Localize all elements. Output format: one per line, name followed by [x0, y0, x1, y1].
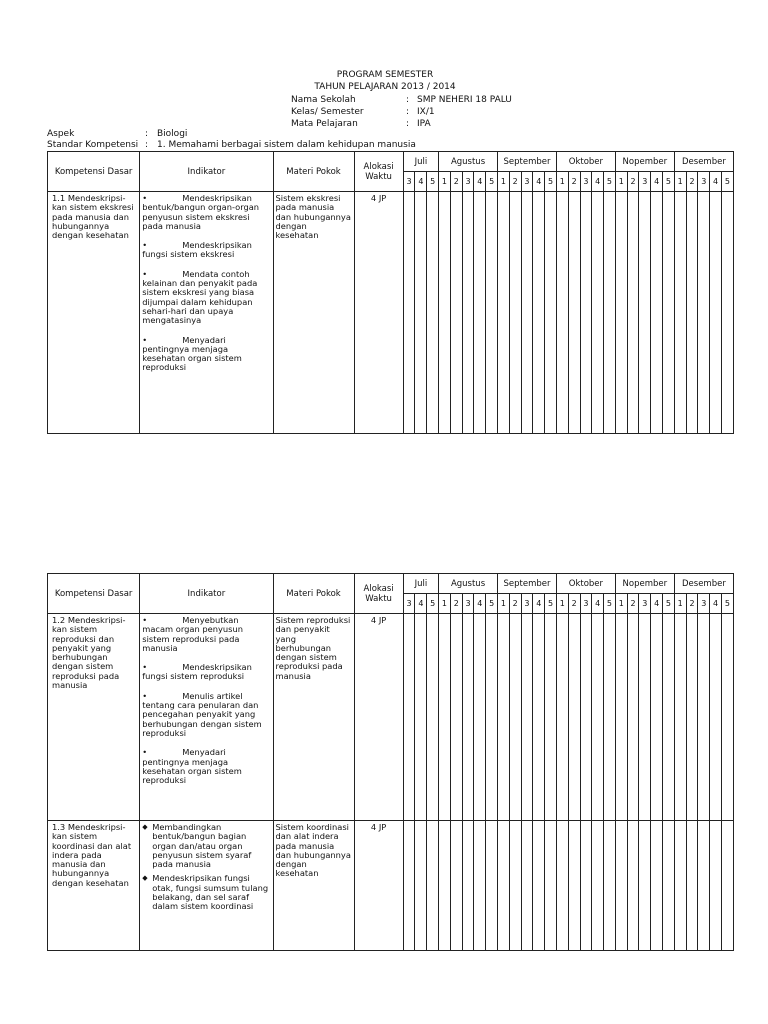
schedule-cell: [474, 192, 486, 434]
indikator-cell: [140, 614, 273, 821]
week-number: 4: [710, 172, 722, 192]
col-header-kompetensi: Kompetensi Dasar: [48, 574, 140, 614]
schedule-cell: [721, 614, 733, 821]
schedule-cell: [568, 614, 580, 821]
col-header-indikator: Indikator: [140, 574, 273, 614]
indikator-item: ◆ Membandingkan bentuk/bangun bagian organ dan/atau organ penyusun sistem syaraf pada manusia: [142, 822, 252, 870]
week-number: 4: [710, 594, 722, 614]
schedule-cell: [486, 192, 498, 434]
month-header: Desember: [674, 574, 733, 594]
week-number: 3: [403, 172, 415, 192]
week-number: 4: [651, 172, 663, 192]
schedule-cell: [403, 614, 415, 821]
schedule-cell: [486, 614, 498, 821]
week-number: 1: [615, 172, 627, 192]
schedule-cell: [580, 192, 592, 434]
schedule-cell: [721, 192, 733, 434]
materi-cell: Sistem ekskresi pada manusia dan hubungannya dengan kesehatan: [273, 192, 354, 434]
schedule-cell: [580, 614, 592, 821]
schedule-cell: [498, 614, 510, 821]
schedule-cell: [427, 821, 439, 951]
schedule-cell: [568, 192, 580, 434]
schedule-cell: [427, 192, 439, 434]
kd-text: 1.3 Mendeskripsi-kan sistem koordinasi dan alat indera pada manusia dan hubungannya dengan kesehatan: [52, 822, 132, 888]
schedule-cell: [545, 614, 557, 821]
field-value-class: IX/1: [417, 107, 435, 117]
bullet-icon: •: [142, 615, 148, 625]
week-number: 5: [545, 172, 557, 192]
schedule-cell: [462, 821, 474, 951]
schedule-cell: [450, 614, 462, 821]
materi-cell: Sistem reproduksi dan penyakit yang berhubungan dengan sistem reproduksi pada manusia: [273, 614, 354, 821]
schedule-table-1: [47, 151, 734, 434]
schedule-cell: [674, 614, 686, 821]
schedule-cell: [521, 192, 533, 434]
kd-text: 1.1 Mendeskripsi-kan sistem ekskresi pada manusia dan hubungannya dengan kesehatan: [52, 193, 134, 241]
schedule-cell: [556, 614, 568, 821]
indikator-cell: [140, 821, 273, 951]
field-sep-subject: :: [406, 119, 410, 129]
field-value-subject: IPA: [417, 119, 431, 129]
schedule-cell: [415, 821, 427, 951]
schedule-cell: [439, 192, 451, 434]
indikator-item: • Menyadari pentingnya menjaga kesehatan organ sistem reproduksi: [142, 747, 242, 786]
week-number: 4: [533, 172, 545, 192]
month-header: Nopember: [615, 574, 674, 594]
schedule-cell: [663, 821, 675, 951]
standar-sep: :: [145, 140, 149, 150]
month-header: Desember: [674, 152, 733, 172]
schedule-cell: [710, 192, 722, 434]
schedule-cell: [710, 614, 722, 821]
week-number: 1: [674, 594, 686, 614]
schedule-cell: [545, 821, 557, 951]
week-number: 3: [462, 594, 474, 614]
bullet-icon: •: [142, 690, 148, 701]
week-number: 2: [686, 172, 698, 192]
alokasi-cell: 4 JP: [354, 192, 403, 434]
week-number: 2: [686, 594, 698, 614]
week-number: 5: [663, 172, 675, 192]
week-number: 5: [486, 172, 498, 192]
month-header: Juli: [403, 152, 438, 172]
week-number: 5: [721, 594, 733, 614]
week-number: 4: [533, 594, 545, 614]
field-label-class: Kelas/ Semester: [291, 107, 364, 117]
schedule-cell: [521, 821, 533, 951]
field-label-school: Nama Sekolah: [291, 95, 356, 105]
schedule-cell: [403, 821, 415, 951]
indikator-item: • Mendeskripsikan fungsi sistem reproduksi: [142, 662, 252, 682]
week-number: 3: [639, 594, 651, 614]
schedule-cell: [686, 614, 698, 821]
month-header: Oktober: [556, 574, 615, 594]
schedule-cell: [651, 821, 663, 951]
bullet-icon: •: [142, 268, 148, 279]
col-header-materi: Materi Pokok: [273, 574, 354, 614]
bullet-icon: •: [142, 662, 148, 673]
schedule-cell: [580, 821, 592, 951]
week-number: 2: [627, 172, 639, 192]
week-number: 5: [545, 594, 557, 614]
col-header-materi: Materi Pokok: [273, 152, 354, 192]
week-number: 4: [474, 172, 486, 192]
schedule-cell: [592, 192, 604, 434]
month-header: September: [498, 152, 557, 172]
col-header-kompetensi: Kompetensi Dasar: [48, 152, 140, 192]
week-number: 3: [698, 172, 710, 192]
week-number: 1: [556, 172, 568, 192]
schedule-cell: [509, 614, 521, 821]
schedule-cell: [651, 192, 663, 434]
schedule-cell: [698, 192, 710, 434]
schedule-cell: [604, 614, 616, 821]
schedule-cell: [615, 821, 627, 951]
schedule-cell: [521, 614, 533, 821]
week-number: 2: [509, 594, 521, 614]
schedule-cell: [533, 614, 545, 821]
week-number: 4: [474, 594, 486, 614]
field-sep-school: :: [406, 95, 410, 105]
week-number: 4: [415, 594, 427, 614]
week-number: 5: [486, 594, 498, 614]
week-number: 1: [615, 594, 627, 614]
standar-label: Standar Kompetensi: [47, 140, 139, 150]
week-number: 4: [415, 172, 427, 192]
indikator-item: • Menulis artikel tentang cara penularan dan pencegahan penyakit yang berhubungan dengan sistem reproduksi: [142, 690, 262, 738]
schedule-cell: [462, 192, 474, 434]
indikator-item: ◆ Mendeskripsikan fungsi otak, fungsi sumsum tulang belakang, dan sel saraf dalam sistem koordinasi: [142, 873, 269, 912]
schedule-cell: [604, 821, 616, 951]
schedule-cell: [663, 614, 675, 821]
doc-title: PROGRAM SEMESTER: [336, 70, 434, 80]
week-number: 4: [651, 594, 663, 614]
week-number: 5: [427, 172, 439, 192]
bullet-icon: •: [142, 240, 148, 251]
week-number: 1: [498, 594, 510, 614]
indikator-item: • Mendeskripsikan fungsi sistem ekskresi: [142, 240, 252, 260]
col-header-alokasi: Alokasi Waktu: [354, 574, 403, 614]
week-number: 1: [674, 172, 686, 192]
schedule-cell: [686, 192, 698, 434]
week-number: 3: [580, 594, 592, 614]
schedule-cell: [639, 614, 651, 821]
schedule-cell: [639, 192, 651, 434]
schedule-cell: [674, 192, 686, 434]
schedule-cell: [556, 192, 568, 434]
schedule-cell: [556, 821, 568, 951]
week-number: 1: [498, 172, 510, 192]
week-number: 5: [663, 594, 675, 614]
schedule-cell: [439, 821, 451, 951]
field-sep-class: :: [406, 107, 410, 117]
schedule-cell: [592, 821, 604, 951]
schedule-cell: [615, 614, 627, 821]
field-value-school: SMP NEHERI 18 PALU: [417, 95, 512, 105]
week-number: 3: [403, 594, 415, 614]
schedule-cell: [509, 821, 521, 951]
kd-cell: [48, 192, 140, 434]
week-number: 5: [604, 594, 616, 614]
schedule-cell: [450, 192, 462, 434]
indikator-item: • Menyebutkan macam organ penyusun sistem reproduksi pada manusia: [142, 615, 244, 653]
schedule-cell: [698, 614, 710, 821]
kd-text: 1.2 Mendeskripsi-kan sistem reproduksi dan penyakit yang berhubungan dengan sistem reproduksi pada manusia: [52, 615, 126, 691]
week-number: 3: [639, 172, 651, 192]
week-number: 2: [568, 594, 580, 614]
week-number: 3: [580, 172, 592, 192]
week-number: 2: [450, 172, 462, 192]
kd-cell: [48, 614, 140, 821]
doc-subtitle: TAHUN PELAJARAN 2013 / 2014: [314, 82, 456, 92]
schedule-cell: [498, 192, 510, 434]
bullet-icon: •: [142, 193, 148, 203]
week-number: 4: [592, 594, 604, 614]
schedule-cell: [639, 821, 651, 951]
diamond-bullet-icon: ◆: [142, 874, 148, 883]
week-number: 3: [521, 594, 533, 614]
week-number: 5: [721, 172, 733, 192]
month-header: Juli: [403, 574, 438, 594]
week-number: 5: [604, 172, 616, 192]
schedule-cell: [403, 192, 415, 434]
diamond-bullet-icon: ◆: [142, 823, 148, 831]
alokasi-cell: 4 JP: [354, 614, 403, 821]
schedule-cell: [427, 614, 439, 821]
indikator-item: • Menyadari pentingnya menjaga kesehatan organ sistem reproduksi: [142, 334, 242, 373]
schedule-cell: [627, 821, 639, 951]
schedule-cell: [721, 821, 733, 951]
week-number: 1: [439, 172, 451, 192]
schedule-cell: [651, 614, 663, 821]
week-number: 3: [462, 172, 474, 192]
standar-value: 1. Memahami berbagai sistem dalam kehidupan manusia: [157, 140, 416, 150]
schedule-cell: [486, 821, 498, 951]
month-header: Agustus: [439, 574, 498, 594]
schedule-cell: [533, 192, 545, 434]
field-label-subject: Mata Pelajaran: [291, 119, 358, 129]
schedule-cell: [462, 614, 474, 821]
schedule-cell: [674, 821, 686, 951]
schedule-cell: [450, 821, 462, 951]
schedule-cell: [415, 192, 427, 434]
bullet-icon: •: [142, 334, 148, 345]
week-number: 3: [698, 594, 710, 614]
month-header: September: [498, 574, 557, 594]
schedule-cell: [710, 821, 722, 951]
schedule-cell: [509, 192, 521, 434]
schedule-cell: [592, 614, 604, 821]
schedule-cell: [604, 192, 616, 434]
schedule-cell: [663, 192, 675, 434]
schedule-cell: [533, 821, 545, 951]
indikator-item: • Mendeskripsikan bentuk/bangun organ-organ penyusun sistem ekskresi pada manusia: [142, 193, 260, 231]
schedule-cell: [627, 614, 639, 821]
schedule-cell: [474, 821, 486, 951]
schedule-cell: [439, 614, 451, 821]
week-number: 2: [509, 172, 521, 192]
month-header: Nopember: [615, 152, 674, 172]
schedule-cell: [627, 192, 639, 434]
schedule-cell: [615, 192, 627, 434]
week-number: 2: [627, 594, 639, 614]
month-header: Oktober: [556, 152, 615, 172]
schedule-cell: [698, 821, 710, 951]
schedule-cell: [498, 821, 510, 951]
week-number: 1: [439, 594, 451, 614]
week-number: 5: [427, 594, 439, 614]
week-number: 2: [450, 594, 462, 614]
bullet-icon: •: [142, 747, 148, 758]
week-number: 4: [592, 172, 604, 192]
month-header: Agustus: [439, 152, 498, 172]
schedule-cell: [545, 192, 557, 434]
col-header-alokasi: Alokasi Waktu: [354, 152, 403, 192]
week-number: 1: [556, 594, 568, 614]
schedule-table-2: [47, 573, 734, 951]
aspek-label: Aspek: [47, 129, 75, 139]
indikator-cell: [140, 192, 273, 434]
aspek-sep: :: [145, 129, 149, 139]
materi-cell: Sistem koordinasi dan alat indera pada manusia dan hubungannya dengan kesehatan: [273, 821, 354, 951]
schedule-cell: [415, 614, 427, 821]
week-number: 2: [568, 172, 580, 192]
alokasi-cell: 4 JP: [354, 821, 403, 951]
schedule-cell: [474, 614, 486, 821]
schedule-cell: [686, 821, 698, 951]
col-header-indikator: Indikator: [140, 152, 273, 192]
schedule-cell: [568, 821, 580, 951]
kd-cell: [48, 821, 140, 951]
week-number: 3: [521, 172, 533, 192]
indikator-item: • Mendata contoh kelainan dan penyakit pada sistem ekskresi yang biasa dijumpai dalam kehidupan sehari-hari dan upaya mengatasinya: [142, 268, 258, 326]
aspek-value: Biologi: [157, 129, 188, 139]
